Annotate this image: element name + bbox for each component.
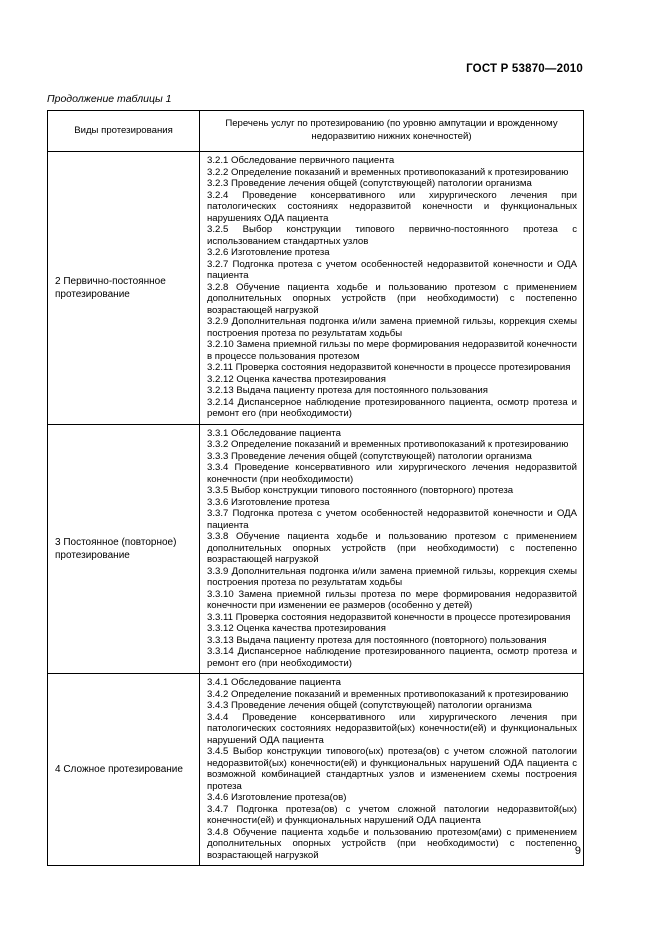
service-item: 3.4.7 Подгонка протеза(ов) с учетом сложной патологии недоразвитой(ых) конечности(ей) и функциональных нарушений ОДА пациента [207,803,577,826]
services-list [207,155,577,420]
service-item: 3.3.10 Замена приемной гильзы протеза по мере формирования недоразвитой конечности при изменении ее размеров (особенно у детей) [207,588,577,611]
page-number: 9 [574,845,581,857]
service-item: 3.4.6 Изготовление протеза(ов) [207,792,347,803]
service-item: 3.3.4 Проведение консервативного или хирургического лечения недоразвитой конечности (при необходимости) [207,462,577,485]
standard-number: ГОСТ Р 53870—2010 [466,63,583,75]
services-table [47,110,584,866]
service-item: 3.3.14 Диспансерное наблюдение протезированного пациента, осмотр протеза и ремонт его (при необходимости) [207,646,577,669]
service-item: 3.2.11 Проверка состояния недоразвитой конечности в процессе протезирования [207,362,571,373]
service-item: 3.3.8 Обучение пациента ходьбе и пользованию протезом с применением дополнительных опорных устройств (при необходимости) с постепенно возрастающей нагрузкой [207,531,577,565]
service-item: 3.2.8 Обучение пациента ходьбе и пользованию протезом с применением дополнительных опорных устройств (при необходимости) с постепенно возрастающей нагрузкой [207,281,577,316]
service-item: 3.3.2 Определение показаний и временных противопоказаний к протезированию [207,439,569,450]
service-item: 3.2.9 Дополнительная подгонка и/или замена приемной гильзы, коррекция схемы построения протеза по результатам ходьбы [207,316,577,339]
prosthetics-type-label: 4 Сложное протезирование [48,674,200,866]
service-item: 3.3.5 Выбор конструкции типового постоянного (повторного) протеза [207,485,514,496]
table-caption: Продолжение таблицы 1 [47,93,172,105]
services-list [207,677,577,861]
service-item: 3.3.1 Обследование пациента [207,427,341,439]
service-item: 3.2.10 Замена приемной гильзы по мере формирования недоразвитой конечности в процессе пользования протезом [207,339,577,362]
service-item: 3.3.7 Подгонка протеза с учетом особенностей недоразвитой конечности и ОДА пациента [207,508,577,531]
table-body [48,152,584,866]
services-cell [200,152,584,425]
service-item: 3.4.4 Проведение консервативного или хирургического лечения при патологических состояниях недоразвитой(ых) конечности(ей) и функциональных нарушений ОДА пациента [207,711,577,746]
service-item: 3.3.6 Изготовление протеза [207,496,330,508]
table-header [48,111,584,152]
service-item: 3.3.9 Дополнительная подгонка и/или замена приемной гильзы, коррекция схемы построения протеза по результатам ходьбы [207,565,577,588]
service-item: 3.3.13 Выдача пациенту протеза для постоянного (повторного) пользования [207,634,547,646]
service-item: 3.2.2 Определение показаний и временных противопоказаний к протезированию [207,166,569,178]
service-item: 3.3.12 Оценка качества протезирования [207,623,386,634]
prosthetics-type-label: 3 Постоянное (повторное) протезирование [48,424,200,674]
column-header-types: Виды протезирования [48,111,200,152]
service-item: 3.2.7 Подгонка протеза с учетом особенностей недоразвитой конечности и ОДА пациента [207,258,577,281]
prosthetics-type-label: 2 Первично-постоянное протезирование [48,152,200,425]
service-item: 3.2.6 Изготовление протеза [207,247,330,258]
table-row [48,674,584,866]
column-header-services: Перечень услуг по протезированию (по уровню ампутации и врожденному недоразвитию нижних конечностей) [200,111,584,152]
services-list [207,428,577,670]
service-item: 3.2.13 Выдача пациенту протеза для постоянного пользования [207,385,488,396]
service-item: 3.3.11 Проверка состояния недоразвитой конечности в процессе протезирования [207,611,571,623]
service-item: 3.2.4 Проведение консервативного или хирургического лечения при патологических состояниях недоразвитой конечности и функциональных нарушениях ОДА пациента [207,189,577,224]
services-cell [200,674,584,866]
header-row [48,111,584,152]
table-row [48,424,584,674]
service-item: 3.2.1 Обследование первичного пациента [207,155,395,166]
table-row [48,152,584,425]
service-item: 3.4.1 Обследование пациента [207,677,341,688]
services-cell [200,424,584,674]
service-item: 3.2.5 Выбор конструкции типового первично-постоянного протеза с использованием стандартных узлов [207,224,577,247]
service-item: 3.2.14 Диспансерное наблюдение протезированного пациента, осмотр протеза и ремонт его (при необходимости) [207,396,577,419]
service-item: 3.4.8 Обучение пациента ходьбе и пользованию протезом(ами) с применением дополнительных опорных устройств (при необходимости) с постепенно возрастающей нагрузкой [207,826,577,861]
service-item: 3.2.12 Оценка качества протезирования [207,373,386,385]
service-item: 3.3.3 Проведение лечения общей (сопутствующей) патологии организма [207,450,532,462]
service-item: 3.2.3 Проведение лечения общей (сопутствующей) патологии организма [207,178,532,189]
service-item: 3.4.5 Выбор конструкции типового(ых) протеза(ов) с учетом сложной патологии недоразвитой(ых) конечности(ей) и функциональных нарушений ОДА пациента с возможной комбинацией стандартных узлов и изменением схемы построения протеза [207,746,577,792]
service-item: 3.4.3 Проведение лечения общей (сопутствующей) патологии организма [207,700,532,711]
service-item: 3.4.2 Определение показаний и временных противопоказаний к протезированию [207,688,569,700]
